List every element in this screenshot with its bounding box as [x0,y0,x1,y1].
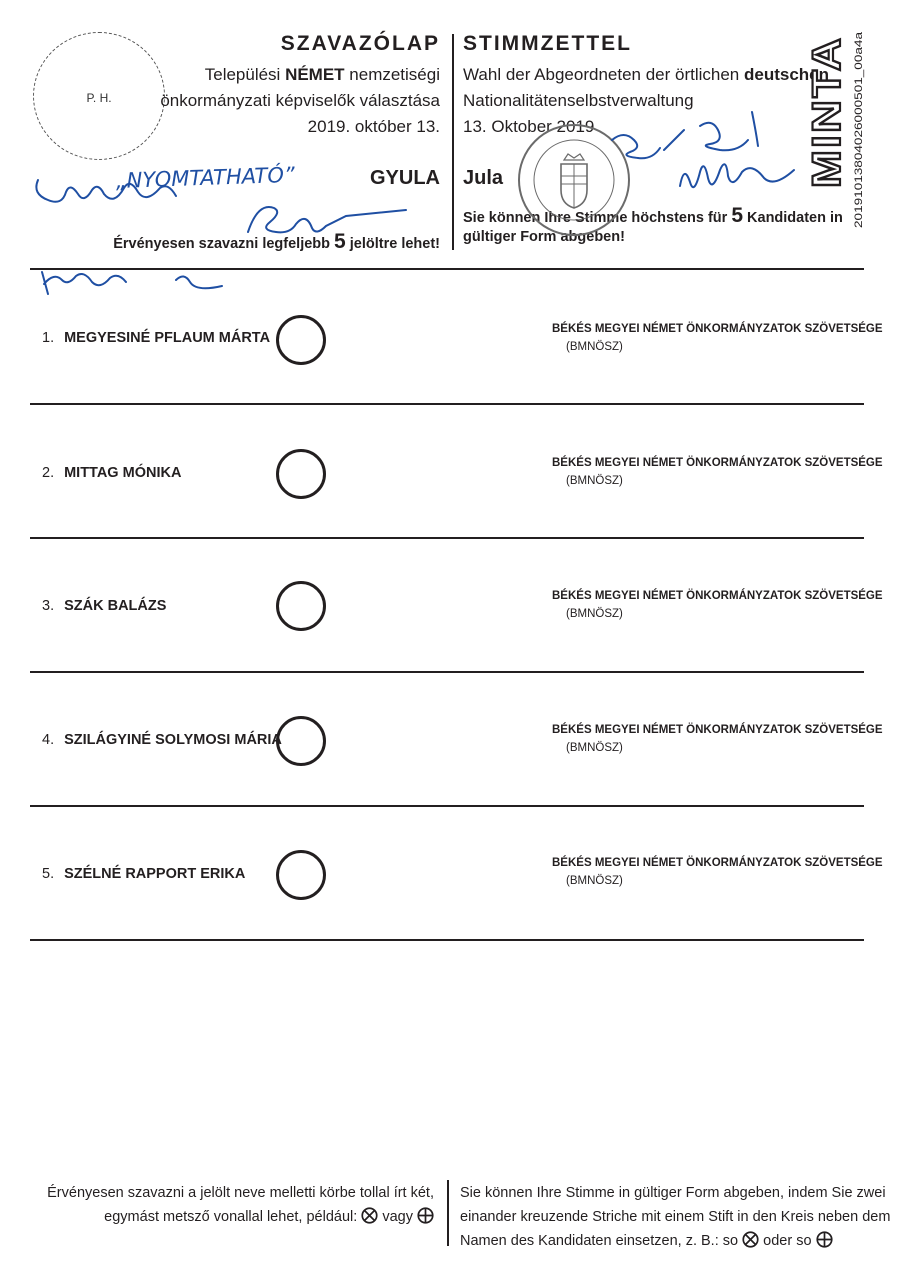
candidate-1-vote-circle[interactable] [276,315,326,365]
candidate-2-org: BÉKÉS MEGYEI NÉMET ÖNKORMÁNYZATOK SZÖVETSÉGE [552,457,883,469]
candidate-5-vote-circle[interactable] [276,850,326,900]
candidate-3-org: BÉKÉS MEGYEI NÉMET ÖNKORMÁNYZATOK SZÖVETSÉGE [552,590,883,602]
document-code [850,30,866,230]
candidate-3-name: 3. SZÁK BALÁZS [42,598,167,614]
candidate-3-org-abbr: (BMNÖSZ) [566,608,623,620]
official-election-stamp [514,120,634,240]
candidate-1-org: BÉKÉS MEGYEI NÉMET ÖNKORMÁNYZATOK SZÖVETSÉGE [552,323,883,335]
city-name-hu: GYULA [370,167,440,189]
stamp-placeholder [33,32,165,160]
candidate-1-org-abbr: (BMNÖSZ) [566,341,623,353]
crossed-circle-x-icon [361,1207,378,1224]
document-code-text: 20191013804026000501_00a4a [853,68,865,228]
election-description-hu: Települési NÉMET nemzetiségi önkormányzati képviselők választása 2019. október 13. [160,65,440,136]
header-rule [30,268,864,270]
candidate-separator-5 [30,939,864,941]
candidate-separator-1 [30,403,864,405]
candidate-separator-2 [30,537,864,539]
candidate-separator-4 [30,805,864,807]
candidate-separator-3 [30,671,864,673]
vote-rule-de: Sie können Ihre Stimme höchstens für 5 Kandidaten in gültiger Form abgeben! [463,204,843,245]
instructions-de: Sie können Ihre Stimme in gültiger Form abgeben, indem Sie zwei einander kreuzende Striche mit einem Stift in den Kreis neben dem Namen des Kandidaten einsetzen, z. B.: so oder so [460,1185,891,1249]
crossed-circle-plus-icon [816,1231,833,1248]
candidate-5-org-abbr: (BMNÖSZ) [566,875,623,887]
handwritten-printable-note: „NYOMTATHATÓ” [115,162,296,193]
vote-rule-hu: Érvényesen szavazni legfeljebb 5 jelöltre lehet! [113,230,440,253]
header-divider [452,34,454,250]
crossed-circle-plus-icon [417,1207,434,1224]
candidate-1-name: 1. MEGYESINÉ PFLAUM MÁRTA [42,330,271,346]
footer-divider [447,1180,449,1246]
election-description-de: Wahl der Abgeordneten der örtlichen deutschen Nationalitätenselbstverwaltung 13. Oktober 2019 [463,65,830,136]
candidate-4-name: 4. SZILÁGYINÉ SOLYMOSI MÁRIA [42,732,282,748]
minta-watermark [805,32,849,190]
candidate-4-vote-circle[interactable] [276,716,326,766]
candidate-4-org-abbr: (BMNÖSZ) [566,742,623,754]
candidate-2-name: 2. MITTAG MÓNIKA [42,465,182,481]
candidate-3-vote-circle[interactable] [276,581,326,631]
ballot-title-de: STIMMZETTEL [463,32,632,55]
candidate-2-vote-circle[interactable] [276,449,326,499]
candidate-4-org: BÉKÉS MEGYEI NÉMET ÖNKORMÁNYZATOK SZÖVETSÉGE [552,724,883,736]
candidate-2-org-abbr: (BMNÖSZ) [566,475,623,487]
instructions-hu: Érvényesen szavazni a jelölt neve melletti körbe tollal írt két, egymást metsző vonallal lehet, például: vagy [47,1185,434,1225]
ballot-title-hu: SZAVAZÓLAP [280,32,440,55]
candidate-5-org: BÉKÉS MEGYEI NÉMET ÖNKORMÁNYZATOK SZÖVETSÉGE [552,857,883,869]
stamp-placeholder-label: P. H. [86,91,112,105]
minta-text: MINTA [805,54,849,188]
candidate-5-name: 5. SZÉLNÉ RAPPORT ERIKA [42,866,246,882]
crossed-circle-x-icon [742,1231,759,1248]
city-name-de: Jula [463,167,504,189]
